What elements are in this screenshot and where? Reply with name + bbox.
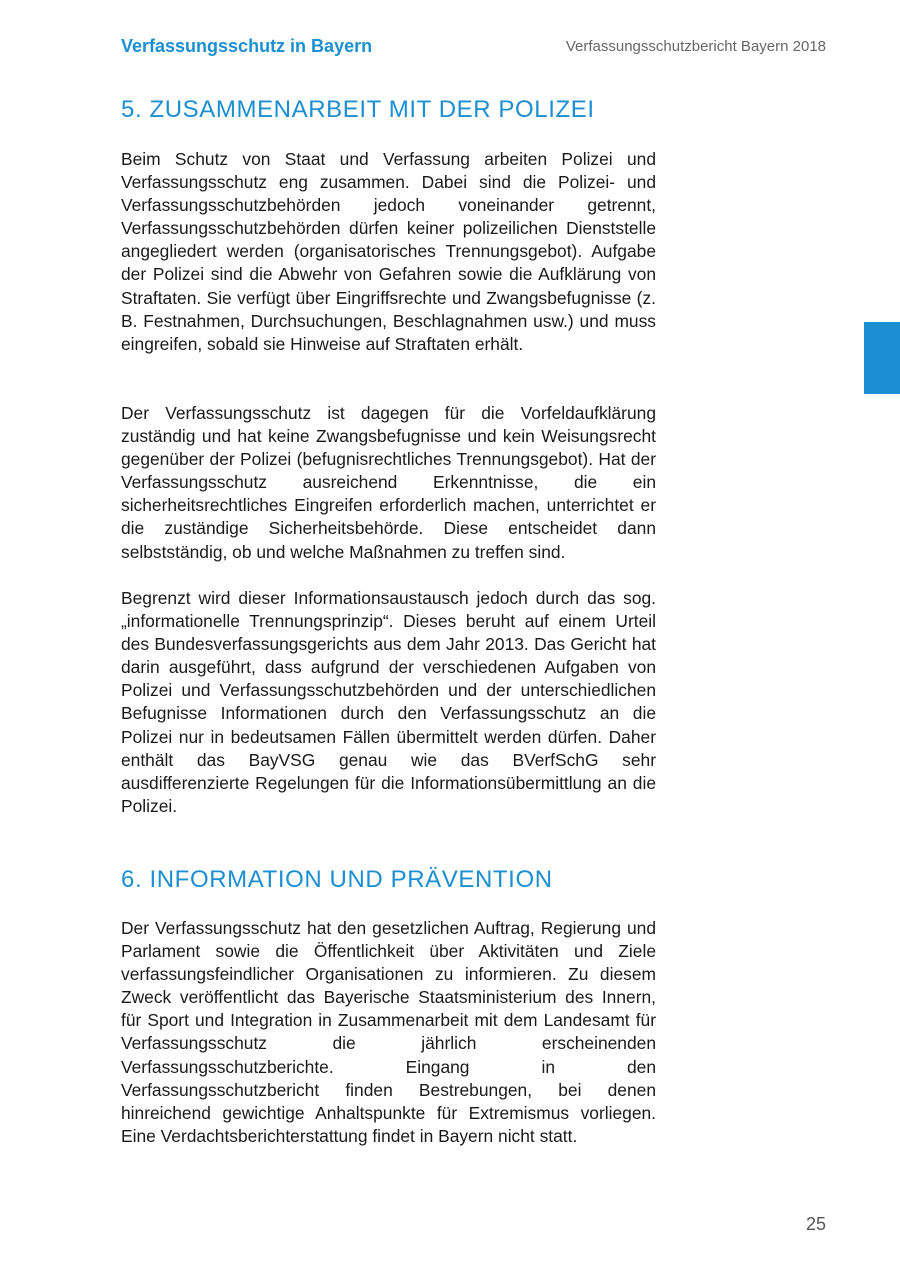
paragraph-police-2: Der Verfassungsschutz ist dagegen für die Vorfeldaufklärung zuständig und hat keine Zwangsbefugnisse und kein Weisungsrecht gegenüber der Polizei (befugnisrechtliches Trennungsgebot). Hat der Verfassungsschutz ausreichend Erkenntnisse, die ein sicherheitsrechtliches Eingreifen erforderlich machen, unterrichtet er die zuständige Sicherheitsbehörde. Diese entscheidet dann selbstständig, ob und welche Maßnahmen zu treffen sind. [121, 403, 656, 562]
section-heading-police: 5. ZUSAMMENARBEIT MIT DER POLIZEI [121, 96, 595, 123]
section-heading-information: 6. INFORMATION UND PRÄVENTION [121, 866, 553, 893]
running-header-left: Verfassungsschutz in Bayern [121, 36, 373, 56]
paragraph-police-1: Beim Schutz von Staat und Verfassung arbeiten Polizei und Verfassungsschutz eng zusammen. Dabei sind die Polizei- und Verfassungsschutzbehörden jedoch voneinander getrennt, Verfassungsschutzbehörden dürfen keiner polizeilichen Dienststelle angegliedert werden (organisatorisches Trennungsgebot). Aufgabe der Polizei sind die Abwehr von Gefahren sowie die Aufklärung von Straftaten. Sie verfügt über Eingriffsrechte und Zwangsbefugnisse (z. B. Festnahmen, Durchsuchungen, Beschlagnahmen usw.) und muss eingreifen, sobald sie Hinweise auf Straftaten erhält. [121, 149, 656, 354]
paragraph-information-1: Der Verfassungsschutz hat den gesetzlichen Auftrag, Regierung und Parlament sowie die Öffentlichkeit über Aktivitäten und Ziele verfassungsfeindlicher Organisationen zu informieren. Zu diesem Zweck veröffentlicht das Bayerische Staatsministerium des Innern, für Sport und Integration in Zusammenarbeit mit dem Landesamt für Verfassungsschutz die jährlich erscheinenden Verfassungsschutzberichte. Eingang in den Verfassungsschutzbericht finden Bestrebungen, bei denen hinreichend gewichtige Anhaltspunkte für Extremismus vorliegen. Eine Verdachtsberichterstattung findet in Bayern nicht statt. [121, 918, 656, 1146]
running-header-right: Verfassungsschutzbericht Bayern 2018 [565, 38, 826, 55]
paragraph-police-3: Begrenzt wird dieser Informationsaustausch jedoch durch das sog. „informationelle Trennungsprinzip“. Dieses beruht auf einem Urteil des Bundesverfassungsgerichts aus dem Jahr 2013. Das Gericht hat darin ausgeführt, dass aufgrund der verschiedenen Aufgaben von Polizei und Verfassungsschutzbehörden und der unterschiedlichen Befugnisse Informationen durch den Verfassungsschutz an die Polizei nur in bedeutsamen Fällen übermittelt werden dürfen. Daher enthält das BayVSG genau wie das BVerfSchG sehr ausdifferenzierte Regelungen für die Informationsübermittlung an die Polizei. [121, 588, 656, 816]
chapter-side-tab [864, 322, 900, 394]
page-number: 25 [805, 1214, 826, 1234]
